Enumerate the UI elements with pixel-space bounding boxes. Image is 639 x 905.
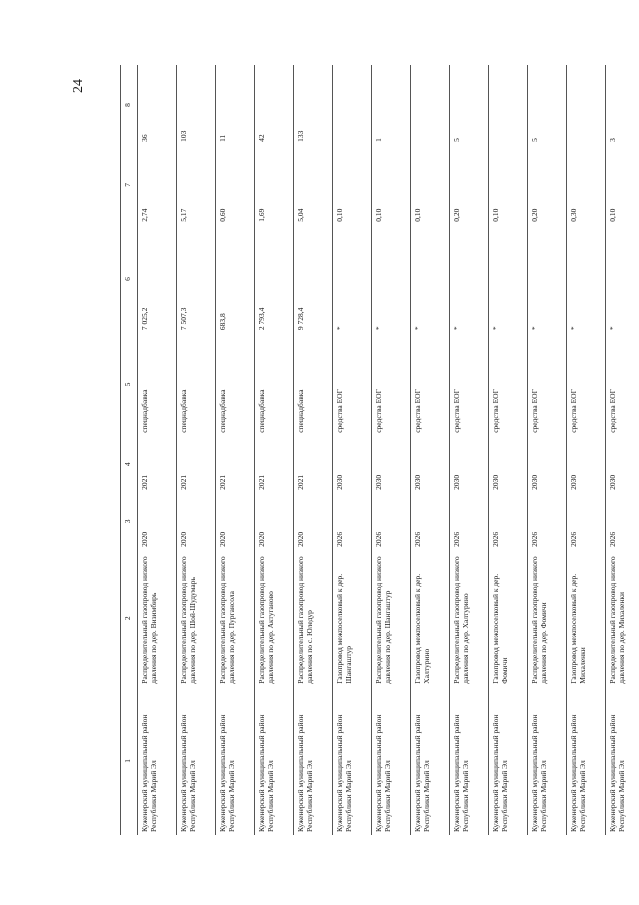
object-cell: Распределительный газопровод низкого давления по дер. Халтурино [450,550,489,687]
funding-source-cell: средства ЕОГ [411,333,450,436]
table-row [372,65,411,835]
table-row [255,65,294,835]
district-cell: Куженерский муниципальный район Республики Марий Эл [489,687,528,835]
length-cell: 1,69 [255,145,294,225]
length-cell: 0,60 [216,145,255,225]
cost-cell: * [528,225,567,333]
gas-pipeline-table [120,65,639,835]
funding-source-cell: спецнадбавка [294,333,333,436]
start-year-cell: 2020 [255,493,294,550]
households-cell: 1 [372,65,411,145]
start-year-cell: 2026 [567,493,606,550]
length-cell: 0,20 [528,145,567,225]
cost-cell: * [567,225,606,333]
column-header: 1 [121,687,138,835]
end-year-cell: 2030 [489,436,528,493]
end-year-cell: 2030 [333,436,372,493]
table-row [450,65,489,835]
funding-source-cell: средства ЕОГ [333,333,372,436]
district-cell: Куженерский муниципальный район Республики Марий Эл [333,687,372,835]
length-cell: 5,17 [177,145,216,225]
district-cell: Куженерский муниципальный район Республики Марий Эл [606,687,639,835]
end-year-cell: 2030 [450,436,489,493]
funding-source-cell: спецнадбавка [255,333,294,436]
table-row [567,65,606,835]
column-header: 2 [121,550,138,687]
funding-source-cell: средства ЕОГ [567,333,606,436]
table-header-row [121,65,138,835]
object-cell: Распределительный газопровод низкого давления по дер. Михаленки [606,550,639,687]
table-row [177,65,216,835]
end-year-cell: 2021 [216,436,255,493]
column-header: 7 [121,145,138,225]
object-cell: Распределительный газопровод низкого давления по с. Юледур [294,550,333,687]
object-cell: Газопровод межпоселковый к дер. Фомичи [489,550,528,687]
district-cell: Куженерский муниципальный район Республики Марий Эл [450,687,489,835]
cost-cell: * [489,225,528,333]
object-cell: Распределительный газопровод низкого давления по дер. Пургансола [216,550,255,687]
end-year-cell: 2021 [294,436,333,493]
column-header: 8 [121,65,138,145]
district-cell: Куженерский муниципальный район Республики Марий Эл [528,687,567,835]
start-year-cell: 2020 [177,493,216,550]
district-cell: Куженерский муниципальный район Республики Марий Эл [255,687,294,835]
cost-cell: 7 507,3 [177,225,216,333]
end-year-cell: 2030 [606,436,639,493]
length-cell: 2,74 [138,145,177,225]
length-cell: 0,30 [567,145,606,225]
cost-cell: 9 728,4 [294,225,333,333]
funding-source-cell: средства ЕОГ [606,333,639,436]
end-year-cell: 2030 [372,436,411,493]
end-year-cell: 2021 [177,436,216,493]
households-cell: 5 [450,65,489,145]
funding-source-cell: спецнадбавка [216,333,255,436]
object-cell: Распределительный газопровод низкого давления по дер. Шангаштур [372,550,411,687]
page-number: 24 [71,79,86,93]
district-cell: Куженерский муниципальный район Республики Марий Эл [567,687,606,835]
end-year-cell: 2021 [138,436,177,493]
funding-source-cell: спецнадбавка [138,333,177,436]
object-cell: Распределительный газопровод низкого давления по дер. Актуганово [255,550,294,687]
start-year-cell: 2026 [528,493,567,550]
table-row [138,65,177,835]
object-cell: Распределительный газопровод низкого давления по дер. Шой-Шудумарь [177,550,216,687]
funding-source-cell: средства ЕОГ [450,333,489,436]
cost-cell: 683,8 [216,225,255,333]
object-cell: Газопровод межпоселковый к дер. Михаленки [567,550,606,687]
length-cell: 0,10 [333,145,372,225]
district-cell: Куженерский муниципальный район Республики Марий Эл [294,687,333,835]
cost-cell: * [372,225,411,333]
column-header: 3 [121,493,138,550]
households-cell [489,65,528,145]
table-row [216,65,255,835]
start-year-cell: 2026 [333,493,372,550]
start-year-cell: 2026 [606,493,639,550]
cost-cell: 2 793,4 [255,225,294,333]
end-year-cell: 2021 [255,436,294,493]
length-cell: 0,20 [450,145,489,225]
households-cell: 3 [606,65,639,145]
funding-source-cell: средства ЕОГ [528,333,567,436]
funding-source-cell: средства ЕОГ [372,333,411,436]
cost-cell: * [333,225,372,333]
households-cell: 5 [528,65,567,145]
district-cell: Куженерский муниципальный район Республики Марий Эл [372,687,411,835]
column-header: 6 [121,225,138,333]
cost-cell: 7 025,2 [138,225,177,333]
cost-cell: * [606,225,639,333]
end-year-cell: 2030 [411,436,450,493]
length-cell: 0,10 [411,145,450,225]
table-row [606,65,639,835]
households-cell [567,65,606,145]
district-cell: Куженерский муниципальный район Республики Марий Эл [138,687,177,835]
object-cell: Газопровод межпоселковый к дер. Шангаштур [333,550,372,687]
district-cell: Куженерский муниципальный район Республики Марий Эл [216,687,255,835]
object-cell: Газопровод межпоселковый к дер. Халтурино [411,550,450,687]
households-cell [333,65,372,145]
households-cell [411,65,450,145]
table-row [333,65,372,835]
table-row [528,65,567,835]
start-year-cell: 2020 [294,493,333,550]
households-cell: 42 [255,65,294,145]
district-cell: Куженерский муниципальный район Республики Марий Эл [177,687,216,835]
column-header: 4 [121,436,138,493]
households-cell: 103 [177,65,216,145]
table-row [294,65,333,835]
households-cell: 133 [294,65,333,145]
length-cell: 0,10 [606,145,639,225]
length-cell: 0,10 [372,145,411,225]
funding-source-cell: спецнадбавка [177,333,216,436]
length-cell: 5,04 [294,145,333,225]
rotated-table-container [120,65,639,835]
end-year-cell: 2030 [567,436,606,493]
district-cell: Куженерский муниципальный район Республики Марий Эл [411,687,450,835]
start-year-cell: 2026 [411,493,450,550]
end-year-cell: 2030 [528,436,567,493]
start-year-cell: 2020 [138,493,177,550]
households-cell: 11 [216,65,255,145]
table-row [411,65,450,835]
households-cell: 36 [138,65,177,145]
object-cell: Распределительный газопровод низкого давления по дер. Фомичи [528,550,567,687]
cost-cell: * [411,225,450,333]
cost-cell: * [450,225,489,333]
table-row [489,65,528,835]
funding-source-cell: средства ЕОГ [489,333,528,436]
start-year-cell: 2026 [489,493,528,550]
start-year-cell: 2020 [216,493,255,550]
length-cell: 0,10 [489,145,528,225]
column-header: 5 [121,333,138,436]
object-cell: Распределительный газопровод низкого давления по дер. Визимбирь [138,550,177,687]
start-year-cell: 2026 [450,493,489,550]
start-year-cell: 2026 [372,493,411,550]
